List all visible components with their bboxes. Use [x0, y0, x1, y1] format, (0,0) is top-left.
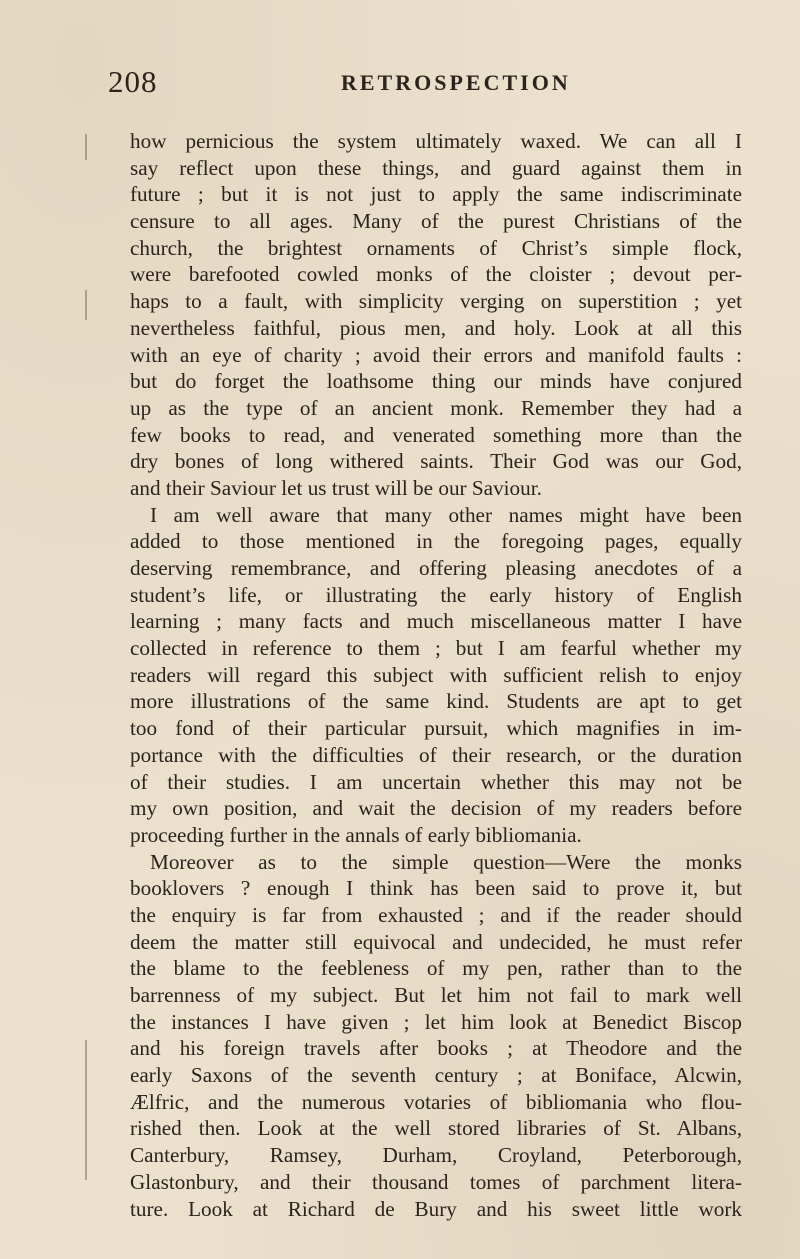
text-line: Glastonbury, and their thousand tomes of parchment litera-	[130, 1169, 742, 1194]
text-line: and their Saviour let us trust will be our Saviour.	[130, 475, 542, 500]
text-line: Ælfric, and the numerous votaries of bibliomania who flou-	[130, 1089, 742, 1114]
text-line: barrenness of my subject. But let him not fail to mark well	[130, 983, 742, 1007]
text-line: church, the brightest ornaments of Christ’s simple flock,	[130, 235, 742, 260]
text-line: but do forget the loathsome thing our minds have conjured	[130, 369, 742, 394]
text-line: early Saxons of the seventh century ; at Boniface, Alcwin,	[130, 1063, 742, 1088]
text-line: few books to read, and venerated something more than the	[130, 422, 742, 447]
left-margin-mark-upper	[85, 134, 87, 160]
text-line: haps to a fault, with simplicity verging on superstition ; yet	[130, 289, 742, 314]
page-header	[108, 64, 688, 104]
text-line: nevertheless faithful, pious men, and holy. Look at all this	[130, 315, 742, 340]
text-line: deserving remembrance, and offering pleasing anecdotes of a	[130, 556, 742, 580]
page-number: 208	[108, 64, 158, 99]
text-line: portance with the difficulties of their research, or the duration	[130, 742, 742, 767]
text-line: and his foreign travels after books ; at Theodore and the	[130, 1036, 742, 1061]
text-line: of their studies. I am uncertain whether this may not be	[130, 769, 742, 794]
text-line: with an eye of charity ; avoid their errors and manifold faults :	[130, 342, 742, 367]
text-line: readers will regard this subject with sufficient relish to enjoy	[130, 662, 742, 687]
text-line: up as the type of an ancient monk. Remember they had a	[130, 395, 742, 420]
text-line: proceeding further in the annals of early bibliomania.	[130, 822, 582, 847]
text-line: Canterbury, Ramsey, Durham, Croyland, Peterborough,	[130, 1143, 742, 1168]
text-line: the instances I have given ; let him look at Benedict Biscop	[130, 1009, 742, 1034]
running-head: RETROSPECTION	[341, 70, 571, 95]
text-line: ture. Look at Richard de Bury and his sweet little work	[130, 1196, 742, 1221]
text-line: dry bones of long withered saints. Their God was our God,	[130, 449, 742, 474]
text-line: deem the matter still equivocal and undecided, he must refer	[130, 929, 742, 954]
text-line: say reflect upon these things, and guard against them in	[130, 155, 742, 180]
text-line: the blame to the feebleness of my pen, rather than to the	[130, 956, 742, 981]
text-line: booklovers ? enough I think has been said to prove it, but	[130, 876, 742, 901]
text-line: student’s life, or illustrating the early history of English	[130, 582, 742, 607]
body-text	[130, 128, 742, 1222]
paragraph-start-line: I am well aware that many other names might have been	[150, 502, 742, 527]
text-line: my own position, and wait the decision of my readers before	[130, 796, 742, 821]
paragraph-start-line: Moreover as to the simple question—Were the monks	[150, 849, 742, 874]
left-margin-mark-middle	[85, 290, 87, 320]
text-line: future ; but it is not just to apply the same indiscriminate	[130, 182, 742, 207]
text-line: collected in reference to them ; but I am fearful whether my	[130, 636, 742, 661]
text-line: the enquiry is far from exhausted ; and if the reader should	[130, 902, 742, 927]
text-line: added to those mentioned in the foregoing pages, equally	[130, 529, 742, 554]
text-line: were barefooted cowled monks of the cloister ; devout per-	[130, 262, 742, 287]
text-line: learning ; many facts and much miscellaneous matter I have	[130, 609, 742, 634]
text-line: too fond of their particular pursuit, which magnifies in im-	[130, 716, 742, 741]
text-line: how pernicious the system ultimately waxed. We can all I	[130, 129, 742, 153]
text-line: rished then. Look at the well stored libraries of St. Albans,	[130, 1116, 742, 1141]
left-margin-mark-lower	[85, 1040, 87, 1180]
text-line: more illustrations of the same kind. Students are apt to get	[130, 689, 742, 714]
text-line: censure to all ages. Many of the purest Christians of the	[130, 209, 742, 234]
